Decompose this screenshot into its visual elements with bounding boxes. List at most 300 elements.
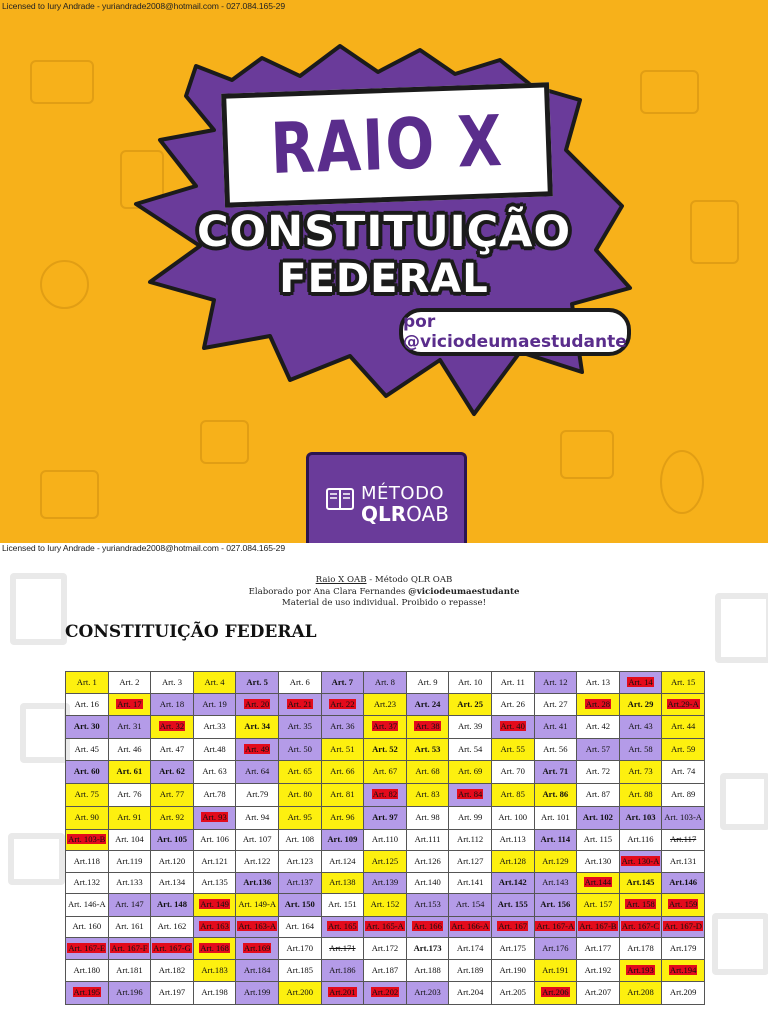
article-cell <box>662 873 705 894</box>
article-cell <box>534 982 577 1005</box>
article-label: Art. 16 <box>74 698 99 709</box>
article-cell <box>491 917 534 938</box>
table-row <box>66 960 705 982</box>
article-cell <box>662 960 705 982</box>
article-label: Art. 30 <box>73 721 100 732</box>
article-label: Art.125 <box>371 855 399 866</box>
article-cell <box>449 938 492 960</box>
article-label: Art. 84 <box>457 789 483 800</box>
article-cell <box>236 807 279 830</box>
article-label: Art. 22 <box>330 698 355 709</box>
article-label: Art. 57 <box>585 743 611 754</box>
article-cell <box>193 873 236 894</box>
article-label: Art. 21 <box>287 698 312 709</box>
article-cell <box>619 739 662 761</box>
article-label: Art.179 <box>669 942 697 953</box>
article-label: Art. 167-G <box>153 942 191 953</box>
article-label: Art. 130-A <box>621 855 660 866</box>
table-row <box>66 938 705 960</box>
article-label: Art.197 <box>158 987 186 998</box>
article-label: Art. 10 <box>457 676 483 687</box>
article-cell <box>193 982 236 1005</box>
article-label: Art. 106 <box>200 834 229 845</box>
article-label: Art. 101 <box>541 812 570 823</box>
article-label: Art. 109 <box>327 834 358 845</box>
article-label: Art.206 <box>542 987 569 998</box>
article-cell <box>449 830 492 851</box>
article-label: Art. 152 <box>370 899 400 910</box>
article-cell <box>108 761 151 784</box>
article-cell <box>108 851 151 873</box>
article-label: Art.201 <box>329 987 356 998</box>
article-cell <box>364 917 407 938</box>
article-label: Art. 108 <box>285 834 315 845</box>
article-cell <box>619 982 662 1005</box>
article-cell <box>151 982 194 1005</box>
article-label: Art. 66 <box>330 766 355 777</box>
article-cell <box>364 873 407 894</box>
article-label: Art.180 <box>73 964 101 975</box>
article-label: Art. 59 <box>670 743 696 754</box>
article-cell <box>577 830 620 851</box>
article-cell <box>534 761 577 784</box>
article-label: Art. 92 <box>159 812 185 823</box>
article-label: Art. 51 <box>330 743 355 754</box>
article-cell <box>66 761 109 784</box>
article-label: Art. 24 <box>414 698 441 709</box>
method-logo-box <box>306 452 467 543</box>
article-cell <box>619 694 662 716</box>
article-cell <box>577 716 620 739</box>
article-cell <box>406 784 449 807</box>
article-label: Art. 146-A <box>67 899 106 910</box>
article-label: Art.205 <box>499 987 526 998</box>
article-cell <box>278 694 321 716</box>
article-label: Art.204 <box>456 987 484 998</box>
article-cell <box>66 960 109 982</box>
article-cell <box>108 982 151 1005</box>
article-cell <box>577 807 620 830</box>
article-label: Art. 94 <box>244 812 270 823</box>
article-cell <box>108 938 151 960</box>
article-label: Art. 147 <box>115 899 144 910</box>
article-label: Art.145 <box>626 877 655 888</box>
article-cell <box>449 960 492 982</box>
articles-table <box>65 671 705 1005</box>
article-label: Art. 9 <box>417 676 438 687</box>
article-cell <box>406 917 449 938</box>
article-label: Art.182 <box>158 964 186 975</box>
article-label: Art. 167-D <box>664 921 703 932</box>
article-cell <box>278 716 321 739</box>
article-label: Art. 29 <box>627 698 654 709</box>
article-cell <box>577 982 620 1005</box>
article-label: Art. 12 <box>543 676 568 687</box>
article-label: Art. 40 <box>500 721 525 732</box>
article-cell <box>364 851 407 873</box>
table-row <box>66 830 705 851</box>
method-name <box>361 502 449 526</box>
article-cell <box>236 739 279 761</box>
article-cell <box>321 851 364 873</box>
article-cell <box>66 784 109 807</box>
book-hand-icon <box>325 484 355 514</box>
article-cell <box>406 982 449 1005</box>
article-label: Art.120 <box>158 855 186 866</box>
article-cell <box>193 716 236 739</box>
article-label: Art.29-A <box>667 698 699 709</box>
article-label: Art. 54 <box>457 743 483 754</box>
article-cell <box>449 784 492 807</box>
article-label: Art. 55 <box>500 743 525 754</box>
article-cell <box>364 938 407 960</box>
article-label: Art. 68 <box>415 766 440 777</box>
article-label: Art.121 <box>201 855 228 866</box>
page-title: CONSTITUIÇÃO FEDERAL <box>65 622 317 642</box>
article-label: Art. 163-A <box>238 921 277 932</box>
article-label: Art.153 <box>414 899 441 910</box>
table-row <box>66 982 705 1005</box>
method-qlr: QLR <box>361 502 407 526</box>
article-cell <box>619 960 662 982</box>
article-cell <box>321 807 364 830</box>
article-label: Art. 60 <box>73 766 100 777</box>
article-cell <box>278 851 321 873</box>
article-cell <box>278 873 321 894</box>
article-label: Art. 87 <box>585 789 611 800</box>
article-cell <box>193 739 236 761</box>
article-label: Art. 38 <box>415 721 440 732</box>
article-label: Art. 161 <box>115 921 144 932</box>
article-label: Art. 166-A <box>451 921 489 932</box>
article-label: Art.208 <box>627 987 654 998</box>
article-cell <box>364 672 407 694</box>
article-cell <box>491 694 534 716</box>
article-label: Art. 167-B <box>579 921 617 932</box>
table-row <box>66 761 705 784</box>
article-label: Art.172 <box>371 942 399 953</box>
article-cell <box>449 739 492 761</box>
article-cell <box>577 894 620 917</box>
article-label: Art. 13 <box>585 676 611 687</box>
article-label: Art.111 <box>414 834 441 845</box>
article-cell <box>151 739 194 761</box>
article-cell <box>491 716 534 739</box>
article-label: Art. 46 <box>117 743 142 754</box>
article-cell <box>66 938 109 960</box>
article-label: Art. 45 <box>74 743 99 754</box>
article-label: Art.187 <box>371 964 399 975</box>
article-cell <box>449 807 492 830</box>
article-cell <box>534 960 577 982</box>
article-cell <box>449 851 492 873</box>
article-label: Art. 44 <box>670 721 696 732</box>
article-cell <box>321 830 364 851</box>
article-label: Art.126 <box>414 855 441 866</box>
article-cell <box>449 982 492 1005</box>
article-label: Art. 34 <box>244 721 271 732</box>
article-cell <box>491 672 534 694</box>
article-label: Art.139 <box>371 877 399 888</box>
article-cell <box>662 917 705 938</box>
article-label: Art.136 <box>243 877 272 888</box>
article-cell <box>449 873 492 894</box>
article-label: Art. 81 <box>330 789 355 800</box>
article-cell <box>534 917 577 938</box>
article-label: Art. 158 <box>626 899 655 910</box>
article-cell <box>619 807 662 830</box>
article-label: Art. 91 <box>117 812 142 823</box>
article-cell <box>619 761 662 784</box>
article-label: Art.33 <box>203 721 226 732</box>
article-cell <box>66 851 109 873</box>
article-label: Art. 1 <box>76 676 97 687</box>
article-cell <box>193 917 236 938</box>
article-cell <box>491 938 534 960</box>
article-cell <box>321 716 364 739</box>
article-cell <box>619 851 662 873</box>
article-cell <box>193 672 236 694</box>
article-cell <box>577 672 620 694</box>
article-cell <box>108 960 151 982</box>
article-cell <box>364 694 407 716</box>
article-cell <box>193 938 236 960</box>
article-cell <box>151 960 194 982</box>
article-cell <box>406 672 449 694</box>
article-cell <box>534 938 577 960</box>
article-label: Art. 6 <box>289 676 310 687</box>
article-cell <box>534 894 577 917</box>
article-cell <box>193 694 236 716</box>
article-label: Art.113 <box>499 834 526 845</box>
article-cell <box>662 761 705 784</box>
article-label: Art. 168 <box>200 942 229 953</box>
article-cell <box>619 917 662 938</box>
article-label: Art. 74 <box>670 766 696 777</box>
watermark-shape <box>712 913 768 975</box>
article-cell <box>151 694 194 716</box>
article-cell <box>66 716 109 739</box>
article-cell <box>321 894 364 917</box>
table-row <box>66 739 705 761</box>
article-cell <box>534 851 577 873</box>
article-cell <box>236 873 279 894</box>
article-cell <box>577 694 620 716</box>
article-cell <box>449 694 492 716</box>
article-label: Art. 47 <box>159 743 185 754</box>
article-label: Art. 35 <box>287 721 312 732</box>
article-cell <box>491 784 534 807</box>
header-handle: @viciodeumaestudante <box>408 586 520 597</box>
article-cell <box>278 807 321 830</box>
article-cell <box>406 938 449 960</box>
article-label: Art. 100 <box>498 812 528 823</box>
article-label: Art. 56 <box>543 743 568 754</box>
article-label: Art.200 <box>286 987 314 998</box>
article-cell <box>278 982 321 1005</box>
article-cell <box>321 960 364 982</box>
article-cell <box>236 960 279 982</box>
article-cell <box>491 873 534 894</box>
article-label: Art.195 <box>73 987 101 998</box>
article-cell <box>66 672 109 694</box>
article-label: Art. 19 <box>202 698 227 709</box>
article-cell <box>108 784 151 807</box>
article-label: Art. 95 <box>287 812 312 823</box>
article-cell <box>662 739 705 761</box>
watermark-shape <box>8 833 65 885</box>
article-label: Art. 154 <box>455 899 485 910</box>
article-cell <box>364 784 407 807</box>
watermark-shape <box>20 703 70 763</box>
header-author: Elaborado por Ana Clara Fernandes <box>248 586 409 597</box>
article-cell <box>662 851 705 873</box>
article-label: Art. 8 <box>374 676 395 687</box>
article-cell <box>151 807 194 830</box>
article-label: Art. 80 <box>287 789 312 800</box>
article-label: Art. 3 <box>161 676 183 687</box>
article-cell <box>321 672 364 694</box>
article-cell <box>278 938 321 960</box>
article-cell <box>364 894 407 917</box>
article-label: Art. 2 <box>119 676 140 687</box>
article-cell <box>108 894 151 917</box>
article-label: Art. 25 <box>457 698 484 709</box>
article-label: Art.191 <box>542 964 569 975</box>
article-label: Art. 160 <box>72 921 102 932</box>
article-cell <box>321 982 364 1005</box>
article-label: Art. 27 <box>543 698 568 709</box>
article-cell <box>662 894 705 917</box>
article-cell <box>151 672 194 694</box>
article-cell <box>151 851 194 873</box>
table-row <box>66 672 705 694</box>
article-label: Art.129 <box>542 855 569 866</box>
article-cell <box>619 830 662 851</box>
article-label: Art. 167-A <box>536 921 575 932</box>
article-cell <box>193 894 236 917</box>
article-label: Art.171 <box>329 942 356 953</box>
cover-title: RAIO X <box>269 99 505 191</box>
article-label: Art. 17 <box>117 698 142 709</box>
article-cell <box>491 830 534 851</box>
article-cell <box>406 851 449 873</box>
article-label: Art.143 <box>542 877 569 888</box>
article-label: Art.123 <box>286 855 314 866</box>
article-cell <box>406 960 449 982</box>
article-cell <box>66 739 109 761</box>
article-cell <box>619 894 662 917</box>
article-label: Art.146 <box>669 877 698 888</box>
article-cell <box>108 830 151 851</box>
article-cell <box>491 960 534 982</box>
article-label: Art. 32 <box>159 721 185 732</box>
table-row <box>66 694 705 716</box>
article-label: Art. 4 <box>204 676 225 687</box>
article-label: Art. 36 <box>330 721 355 732</box>
article-cell <box>491 982 534 1005</box>
article-label: Art. 64 <box>244 766 270 777</box>
article-label: Art. 157 <box>583 899 613 910</box>
article-cell <box>662 716 705 739</box>
article-cell <box>662 784 705 807</box>
article-label: Art. 52 <box>372 743 398 754</box>
article-cell <box>193 851 236 873</box>
article-label: Art. 65 <box>287 766 312 777</box>
article-label: Art. 11 <box>500 676 525 687</box>
article-cell <box>193 784 236 807</box>
article-cell <box>236 851 279 873</box>
article-label: Art. 67 <box>372 766 398 777</box>
article-label: Art.124 <box>329 855 356 866</box>
article-cell <box>406 761 449 784</box>
article-cell <box>236 917 279 938</box>
article-cell <box>449 761 492 784</box>
article-label: Art. 43 <box>628 721 653 732</box>
article-cell <box>662 830 705 851</box>
article-cell <box>321 873 364 894</box>
article-label: Art.203 <box>414 987 441 998</box>
article-label: Art.189 <box>456 964 484 975</box>
watermark-shape <box>720 773 768 830</box>
article-label: Art.130 <box>584 855 612 866</box>
article-label: Art.127 <box>456 855 484 866</box>
article-label: Art. 89 <box>670 789 696 800</box>
article-label: Art. 14 <box>628 676 653 687</box>
article-cell <box>236 982 279 1005</box>
article-label: Art.137 <box>286 877 314 888</box>
article-label: Art. 165-A <box>366 921 404 932</box>
article-label: Art. 163 <box>200 921 229 932</box>
article-label: Art. 103-B <box>68 834 106 845</box>
article-cell <box>449 716 492 739</box>
table-row <box>66 716 705 739</box>
table-row <box>66 807 705 830</box>
article-label: Art.122 <box>243 855 271 866</box>
article-cell <box>662 982 705 1005</box>
article-label: Art.170 <box>286 942 314 953</box>
article-label: Art.183 <box>201 964 228 975</box>
article-cell <box>108 739 151 761</box>
article-label: Art.112 <box>457 834 484 845</box>
article-label: Art.176 <box>542 942 569 953</box>
article-cell <box>364 807 407 830</box>
article-label: Art.184 <box>243 964 271 975</box>
article-cell <box>406 830 449 851</box>
article-cell <box>151 894 194 917</box>
article-cell <box>406 739 449 761</box>
article-label: Art. 164 <box>285 921 315 932</box>
article-label: Art. 69 <box>457 766 483 777</box>
article-cell <box>66 917 109 938</box>
article-label: Art.192 <box>584 964 612 975</box>
article-label: Art. 103 <box>625 812 656 823</box>
article-label: Art.202 <box>371 987 399 998</box>
article-cell <box>662 694 705 716</box>
article-label: Art. 70 <box>500 766 525 777</box>
article-label: Art. 105 <box>156 834 188 845</box>
article-cell <box>534 672 577 694</box>
article-label: Art.110 <box>371 834 399 845</box>
article-label: Art. 167-E <box>68 942 106 953</box>
article-cell <box>662 938 705 960</box>
article-label: Art. 162 <box>157 921 187 932</box>
article-label: Art.188 <box>414 964 441 975</box>
article-label: Art. 98 <box>415 812 440 823</box>
article-cell <box>577 739 620 761</box>
article-cell <box>66 830 109 851</box>
article-cell <box>491 761 534 784</box>
